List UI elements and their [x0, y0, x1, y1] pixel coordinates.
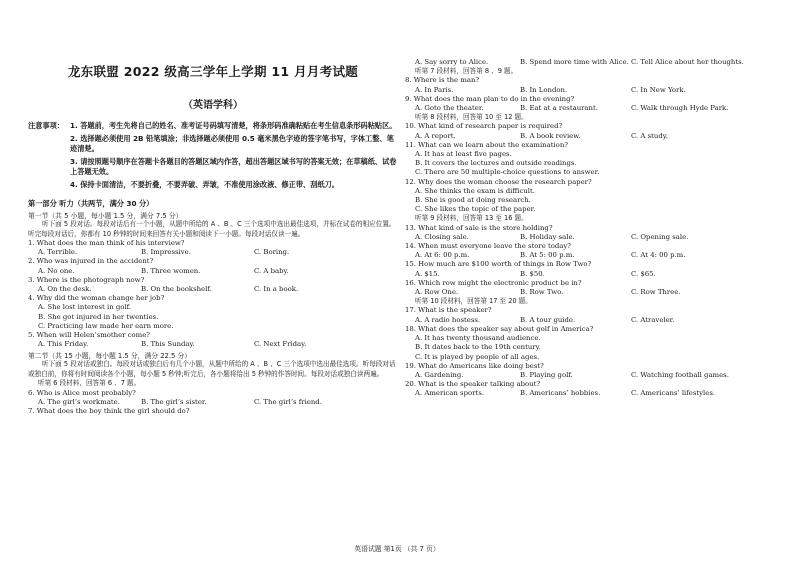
- options-row: [405, 132, 775, 141]
- question-4: 4. Why did the woman change her job?: [28, 294, 165, 303]
- option-a: A. It has at least five pages.: [415, 150, 512, 159]
- option-c: C. Tell Alice about her thoughts.: [631, 58, 744, 66]
- question-18: 18. What does the speaker say about golf in America?: [405, 324, 594, 333]
- option-a: A. She thinks the exam is difficult.: [415, 186, 535, 195]
- question-15: 15. How much are $100 worth of things in Row Two?: [405, 260, 592, 269]
- option-b: B. Impressive.: [141, 248, 191, 257]
- option-c: C. At 4: 00 p.m.: [631, 251, 686, 260]
- subject-label: （英语学科）: [183, 100, 243, 111]
- options-row: [28, 340, 398, 349]
- part1-heading: 第一部分 听力（共两节，满分 30 分）: [28, 199, 154, 208]
- option-b: B. She is good at doing research.: [415, 196, 531, 205]
- option-b: B. Eat at a restaurant.: [520, 104, 598, 113]
- listen-instruction: 听第 8 段材料，回答第 10 至 12 题。: [415, 113, 528, 122]
- option-a: A. No one.: [38, 266, 75, 275]
- option-a: A. In Paris.: [415, 85, 454, 94]
- listen-instruction: 听第 6 段材料，回答第 6 、7 题。: [38, 379, 141, 388]
- notice-item: 3. 请按照题号顺序在答题卡各题目的答题区域内作答，超出答题区域书写的答案无效；在草稿纸、试卷上答题无效。: [70, 156, 397, 176]
- option-c: C. Next Friday.: [254, 340, 307, 349]
- question-8: 8. Where is the man?: [405, 76, 480, 85]
- option-c: C. $65.: [631, 269, 656, 278]
- option-a: A. Say sorry to Alice.: [415, 58, 489, 66]
- question-13: 13. What kind of sale is the store holding?: [405, 223, 553, 232]
- question-20: 20. What is the speaker talking about?: [405, 380, 541, 389]
- option-b: B. Holiday sale.: [520, 232, 575, 241]
- question-6: 6. Who is Alice most probably?: [28, 388, 136, 397]
- option-a: A. At 6: 00 p.m.: [415, 251, 470, 260]
- option-b: B. On the bookshelf.: [141, 285, 212, 294]
- notice-heading: 注意事项：: [28, 121, 64, 130]
- option-b: B. This Sunday.: [141, 340, 195, 349]
- option-b: B. Playing golf.: [520, 370, 573, 379]
- section2-heading: 第二节（共 15 小题，每小题 1.5 分，满分 22.5 分）: [28, 352, 192, 361]
- question-16: 16. Which row might the electronic product be in?: [405, 278, 582, 287]
- option-c: C. In New York.: [631, 85, 686, 94]
- options-row: [405, 270, 775, 279]
- section1-instructions: 听下面 5 段对话。每段对话后有一个小题，从题中所给的 A 、B 、C 三个选项中选出最佳选项，并标在试卷的相应位置。听完每段对话后，你都有 10 秒钟的时间来回答有关小题和阅读下一小题。每段对话仅读一遍。: [28, 220, 396, 238]
- option-c: C. There are 50 multiple-choice questions to answer.: [415, 168, 600, 177]
- question-12: 12. Why does the woman choose the research paper?: [405, 177, 592, 186]
- question-17: 17. What is the speaker?: [405, 306, 492, 315]
- option-c: C. The girl’s friend.: [254, 397, 322, 406]
- option-c: C. She likes the topic of the paper.: [415, 205, 536, 214]
- option-a: A. Terrible.: [38, 248, 78, 257]
- options-row: [405, 233, 775, 242]
- option-a: A. A report.: [415, 131, 456, 140]
- question-1: 1. What does the man think of his interview?: [28, 239, 185, 247]
- option-b: B. It covers the lectures and outside readings.: [415, 159, 577, 168]
- section1-heading: 第一节（共 5 小题，每小题 1.5 分，满分 7.5 分）: [28, 212, 183, 220]
- question-11: 11. What can we learn about the examination?: [405, 140, 568, 149]
- option-a: A. Closing sale.: [415, 232, 469, 241]
- question-3: 3. Where is the photograph now?: [28, 275, 145, 284]
- page-title: 龙东联盟 2022 级高三学年上学期 11 月月考试题: [67, 64, 359, 79]
- options-row: [405, 288, 775, 297]
- option-b: B. The girl’s sister.: [141, 397, 207, 406]
- option-b: B. It dates back to the 19th century.: [415, 343, 541, 352]
- option-c: C. In a book.: [254, 285, 299, 294]
- options-row: [28, 285, 398, 294]
- notice-item: 1. 答题前，考生先将自己的姓名、准考证号码填写清楚，将条形码准确粘贴在考生信息条形码粘贴区。: [70, 121, 397, 130]
- option-a: A. A radio hostess.: [415, 315, 481, 324]
- option-c: C. Walk through Hyde Park.: [631, 104, 729, 113]
- question-10: 10. What kind of research paper is required?: [405, 122, 563, 131]
- question-7: 7. What does the boy think the girl should do?: [28, 407, 190, 416]
- option-b: B. She got injured in her twenties.: [38, 312, 159, 321]
- listen-instruction: 听第 9 段材料，回答第 13 至 16 题。: [415, 214, 528, 223]
- option-b: B. Americans’ hobbies.: [520, 389, 601, 398]
- option-b: B. Three women.: [141, 266, 201, 275]
- option-a: A. Row One.: [415, 288, 459, 297]
- option-b: B. A book review.: [520, 131, 581, 140]
- options-row: [28, 267, 398, 276]
- options-row: [405, 251, 775, 260]
- listen-instruction: 听第 10 段材料，回答第 17 至 20 题。: [415, 297, 532, 306]
- option-c: C. A study.: [631, 131, 668, 140]
- question-19: 19. What do Americans like doing best?: [405, 361, 544, 370]
- notice-block: [28, 121, 398, 192]
- option-c: C. Practicing law made her earn more.: [38, 321, 174, 330]
- options-row: [405, 316, 775, 325]
- option-a: A. The girl’s workmate.: [38, 397, 120, 406]
- option-a: A. It has twenty thousand audience.: [415, 334, 541, 343]
- option-a: A. On the desk.: [38, 285, 92, 294]
- option-c: C. A baby.: [254, 266, 289, 275]
- option-b: B. At 5: 00 p.m.: [520, 251, 575, 260]
- options-row: [28, 398, 398, 407]
- listen-instruction: 听第 7 段材料，回答第 8 、9 题。: [415, 67, 518, 76]
- question-5: 5. When will Helen’smother come?: [28, 331, 150, 340]
- option-b: B. A tour guide.: [520, 315, 576, 324]
- options-row: [405, 371, 775, 380]
- option-a: A. Gardening.: [415, 370, 464, 379]
- section2-instructions: 听下面 5 段对话或独白。每段对话或独白后有几个小题，从题中所给的 A 、B 、C 三个选项中选出最佳选项。听每段对话或独白前，你将有时间阅读各个小题，每小题 5 秒钟;听完后，各小题将给出 5 秒钟的作答时间。每段对话或独白读两遍。: [28, 360, 396, 378]
- notice-item: 4. 保持卡面清洁，不要折叠，不要弄破、弄皱，不准使用涂改液、修正带、刮纸刀。: [70, 179, 339, 189]
- option-c: C. Watching football games.: [631, 370, 729, 379]
- option-a: A. $15.: [415, 269, 440, 278]
- options-row: [28, 248, 398, 257]
- option-c: C. Boring.: [254, 248, 290, 257]
- page-footer: 英语试题 第1页 （共 7 页）: [354, 545, 440, 553]
- option-c: C. Americans’ lifestyles.: [631, 389, 716, 398]
- option-c: C. It is played by people of all ages.: [415, 352, 540, 361]
- notice-item: 2. 选择题必须使用 2B 铅笔填涂；非选择题必须使用 0.5 毫米黑色字迹的签字笔书写，字体工整、笔迹清楚。: [70, 133, 394, 153]
- option-b: B. Row Two.: [520, 288, 564, 297]
- option-b: B. $50.: [520, 269, 545, 278]
- question-9: 9. What does the man plan to do in the evening?: [405, 94, 575, 103]
- option-c: C. Atraveler.: [631, 315, 675, 324]
- option-a: A. She lost interest in golf.: [38, 303, 132, 312]
- options-row: [405, 86, 775, 95]
- options-row: [405, 389, 775, 398]
- question-2: 2. Who was injured in the accident?: [28, 257, 154, 266]
- option-b: B. Spend more time with Alice.: [520, 58, 629, 66]
- option-b: B. In London.: [520, 85, 568, 94]
- question-14: 14. When must everyone leave the store today?: [405, 242, 571, 251]
- option-c: C. Row Three.: [631, 288, 681, 297]
- options-row: [405, 104, 775, 113]
- option-c: C. Opening sale.: [631, 232, 689, 241]
- left-column: [28, 58, 398, 416]
- option-a: A. Goto the theater.: [415, 104, 484, 113]
- right-column: [405, 58, 775, 399]
- option-a: A. American sports.: [415, 389, 484, 398]
- options-row: [405, 58, 775, 67]
- option-a: A. This Friday.: [38, 340, 89, 349]
